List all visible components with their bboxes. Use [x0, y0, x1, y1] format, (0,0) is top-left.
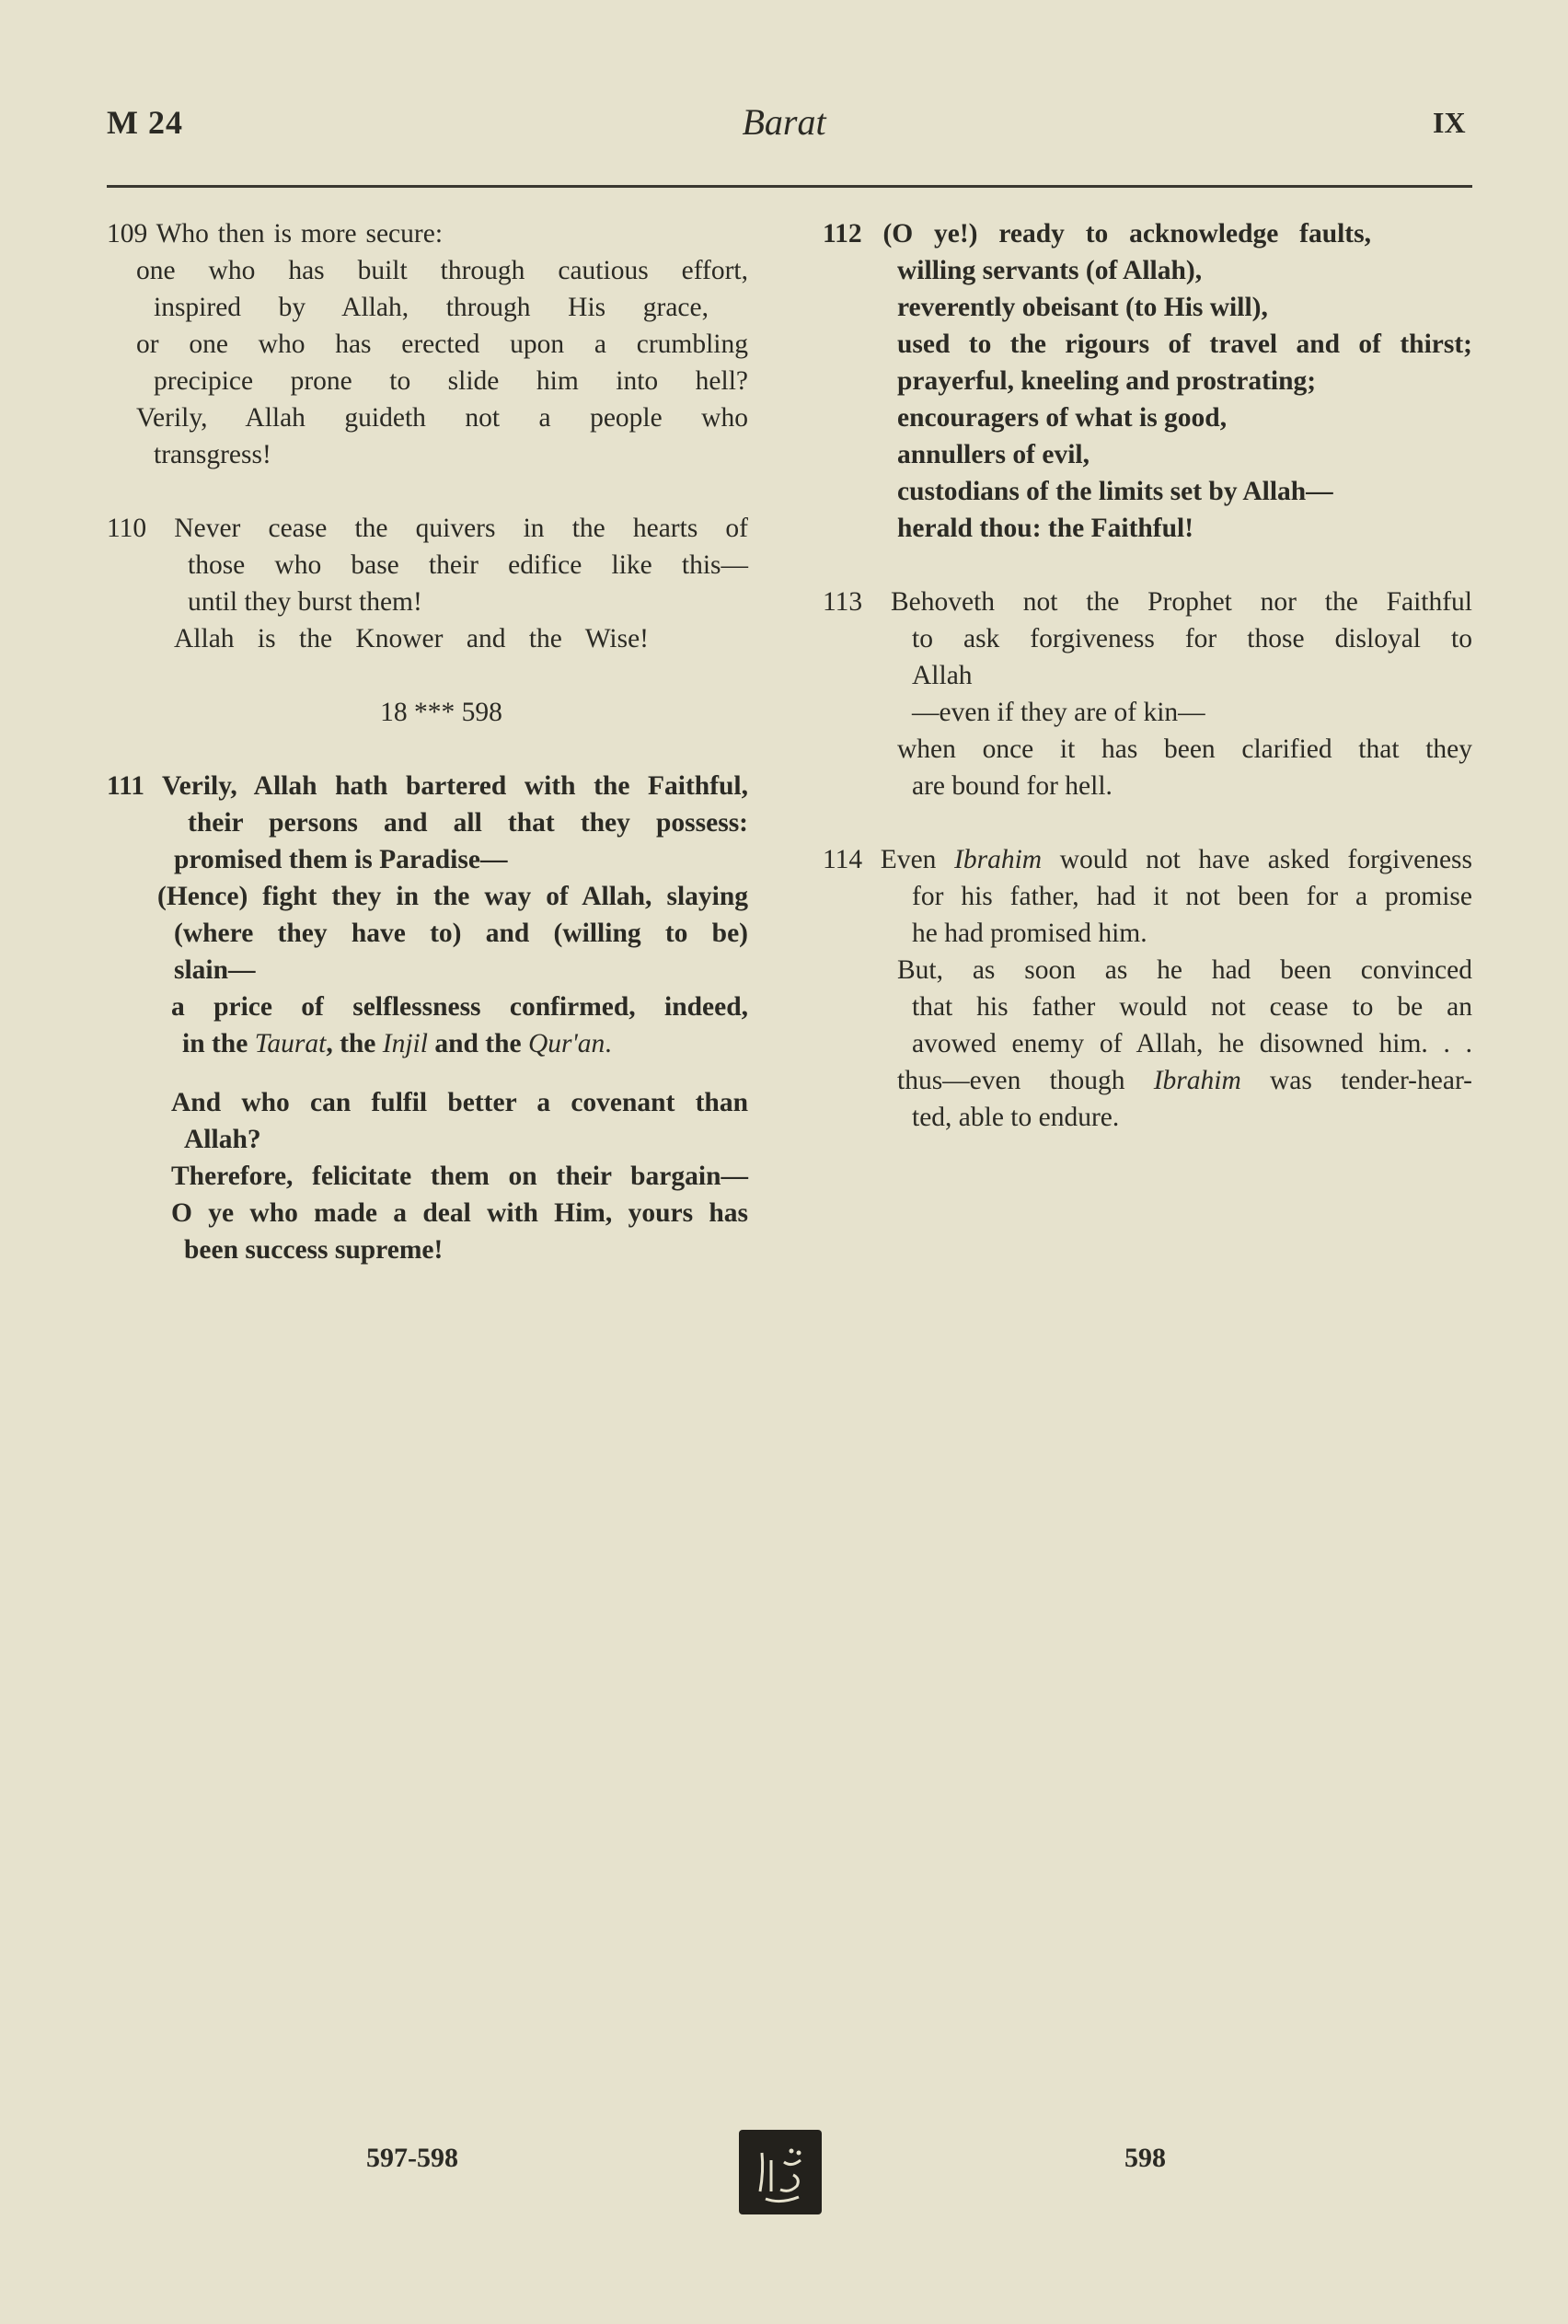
verse-number: 113: [823, 587, 863, 617]
verse-line: encouragers of what is good,: [897, 403, 1228, 433]
verse-110: [107, 510, 748, 657]
verse-112: [823, 215, 1472, 547]
scripture-name: Taurat: [254, 1029, 327, 1058]
verse-line: And who can fulfil better a covenant than: [171, 1088, 748, 1117]
verse-number: 111: [107, 771, 144, 801]
verse-number: 109: [107, 219, 148, 249]
verse-line: promised them is Paradise—: [174, 845, 508, 874]
section-separator: 18 *** 598: [380, 698, 502, 727]
right-column: [823, 215, 1472, 1136]
verse-line: —even if they are of kin—: [912, 698, 1205, 727]
verse-line: Allah?: [184, 1125, 261, 1154]
scripture-name: Injil: [382, 1029, 428, 1058]
verse-line: willing servants (of Allah),: [897, 256, 1203, 285]
verse-line: slain—: [174, 955, 256, 985]
person-name: Ibrahim: [1153, 1066, 1241, 1095]
seal-calligraphy-icon: [744, 2134, 817, 2210]
verse-line: inspired by Allah, through His grace,: [154, 293, 709, 322]
footer-page-number: 598: [1124, 2143, 1166, 2173]
verse-line: (where they have to) and (willing to be): [174, 919, 748, 948]
left-column: [107, 215, 748, 1268]
header-chapter-code: M 24: [107, 104, 183, 141]
verse-111: [107, 768, 748, 1268]
verse-line: But, as soon as he had been convinced: [897, 955, 1472, 985]
verse-line: O ye who made a deal with Him, yours has: [171, 1198, 748, 1228]
verse-line: been success supreme!: [184, 1235, 444, 1265]
verse-114: [823, 841, 1472, 1136]
verse-line: or one who has erected upon a crumbling: [136, 330, 748, 359]
header-surah-title: Barat: [742, 101, 826, 143]
verse-line: Therefore, felicitate them on their bargain—: [171, 1162, 748, 1191]
verse-line: reverently obeisant (to His will),: [897, 293, 1268, 322]
verse-line: Even Ibrahim would not have asked forgiveness: [880, 845, 1473, 874]
verse-line: that his father would not cease to be an: [912, 992, 1472, 1022]
verse-line: Verily, Allah guideth not a people who: [136, 403, 748, 433]
verse-line: those who base their edifice like this—: [188, 550, 748, 580]
footer-verse-range: 597-598: [366, 2143, 458, 2173]
verse-line: he had promised him.: [912, 919, 1147, 948]
person-name: Ibrahim: [954, 845, 1043, 874]
verse-line: Who then is more secure:: [156, 219, 444, 249]
verse-line: for his father, had it not been for a promise: [912, 882, 1472, 911]
verse-109: [107, 215, 748, 473]
publisher-seal-logo: [739, 2130, 822, 2214]
verse-number: 114: [823, 845, 863, 874]
verse-line: when once it has been clarified that they: [897, 734, 1472, 764]
verse-line: Behoveth not the Prophet nor the Faithful: [890, 587, 1473, 617]
verse-line: their persons and all that they possess:: [188, 808, 748, 838]
header-rule: [107, 185, 1472, 188]
verse-number: 110: [107, 514, 147, 543]
verse-line: Allah: [912, 661, 973, 690]
verse-line: a price of selflessness confirmed, indeed,: [171, 992, 748, 1022]
verse-line: used to the rigours of travel and of thirst;: [897, 330, 1472, 359]
verse-line: precipice prone to slide him into hell?: [154, 366, 748, 396]
scripture-name: Qur'an: [527, 1029, 605, 1058]
verse-line: (O ye!) ready to acknowledge faults,: [882, 219, 1371, 249]
verse-line: transgress!: [154, 440, 271, 469]
verse-line-scriptures: in the Taurat, the Injil and the Qur'an.: [182, 1029, 612, 1058]
verse-line: custodians of the limits set by Allah—: [897, 477, 1333, 506]
verse-line: until they burst them!: [188, 587, 422, 617]
verse-number: 112: [823, 219, 862, 249]
verse-113: [823, 584, 1472, 804]
verse-line: are bound for hell.: [912, 771, 1113, 801]
verse-line: ted, able to endure.: [912, 1103, 1120, 1132]
verse-line: thus—even though Ibrahim was tender-hear-: [897, 1066, 1472, 1095]
verse-line: Verily, Allah hath bartered with the Faithful,: [162, 771, 748, 801]
verse-line: prayerful, kneeling and prostrating;: [897, 366, 1317, 396]
verse-line: Allah is the Knower and the Wise!: [174, 624, 649, 653]
verse-line: one who has built through cautious effort,: [136, 256, 748, 285]
header-surah-number: IX: [1433, 106, 1466, 139]
verse-line: herald thou: the Faithful!: [897, 514, 1194, 543]
verse-line: Never cease the quivers in the hearts of: [174, 514, 748, 543]
verse-line: avowed enemy of Allah, he disowned him. . .: [912, 1029, 1472, 1058]
verse-line: annullers of evil,: [897, 440, 1090, 469]
verse-line: (Hence) fight they in the way of Allah, slaying: [157, 882, 748, 911]
verse-line: to ask forgiveness for those disloyal to: [912, 624, 1472, 653]
